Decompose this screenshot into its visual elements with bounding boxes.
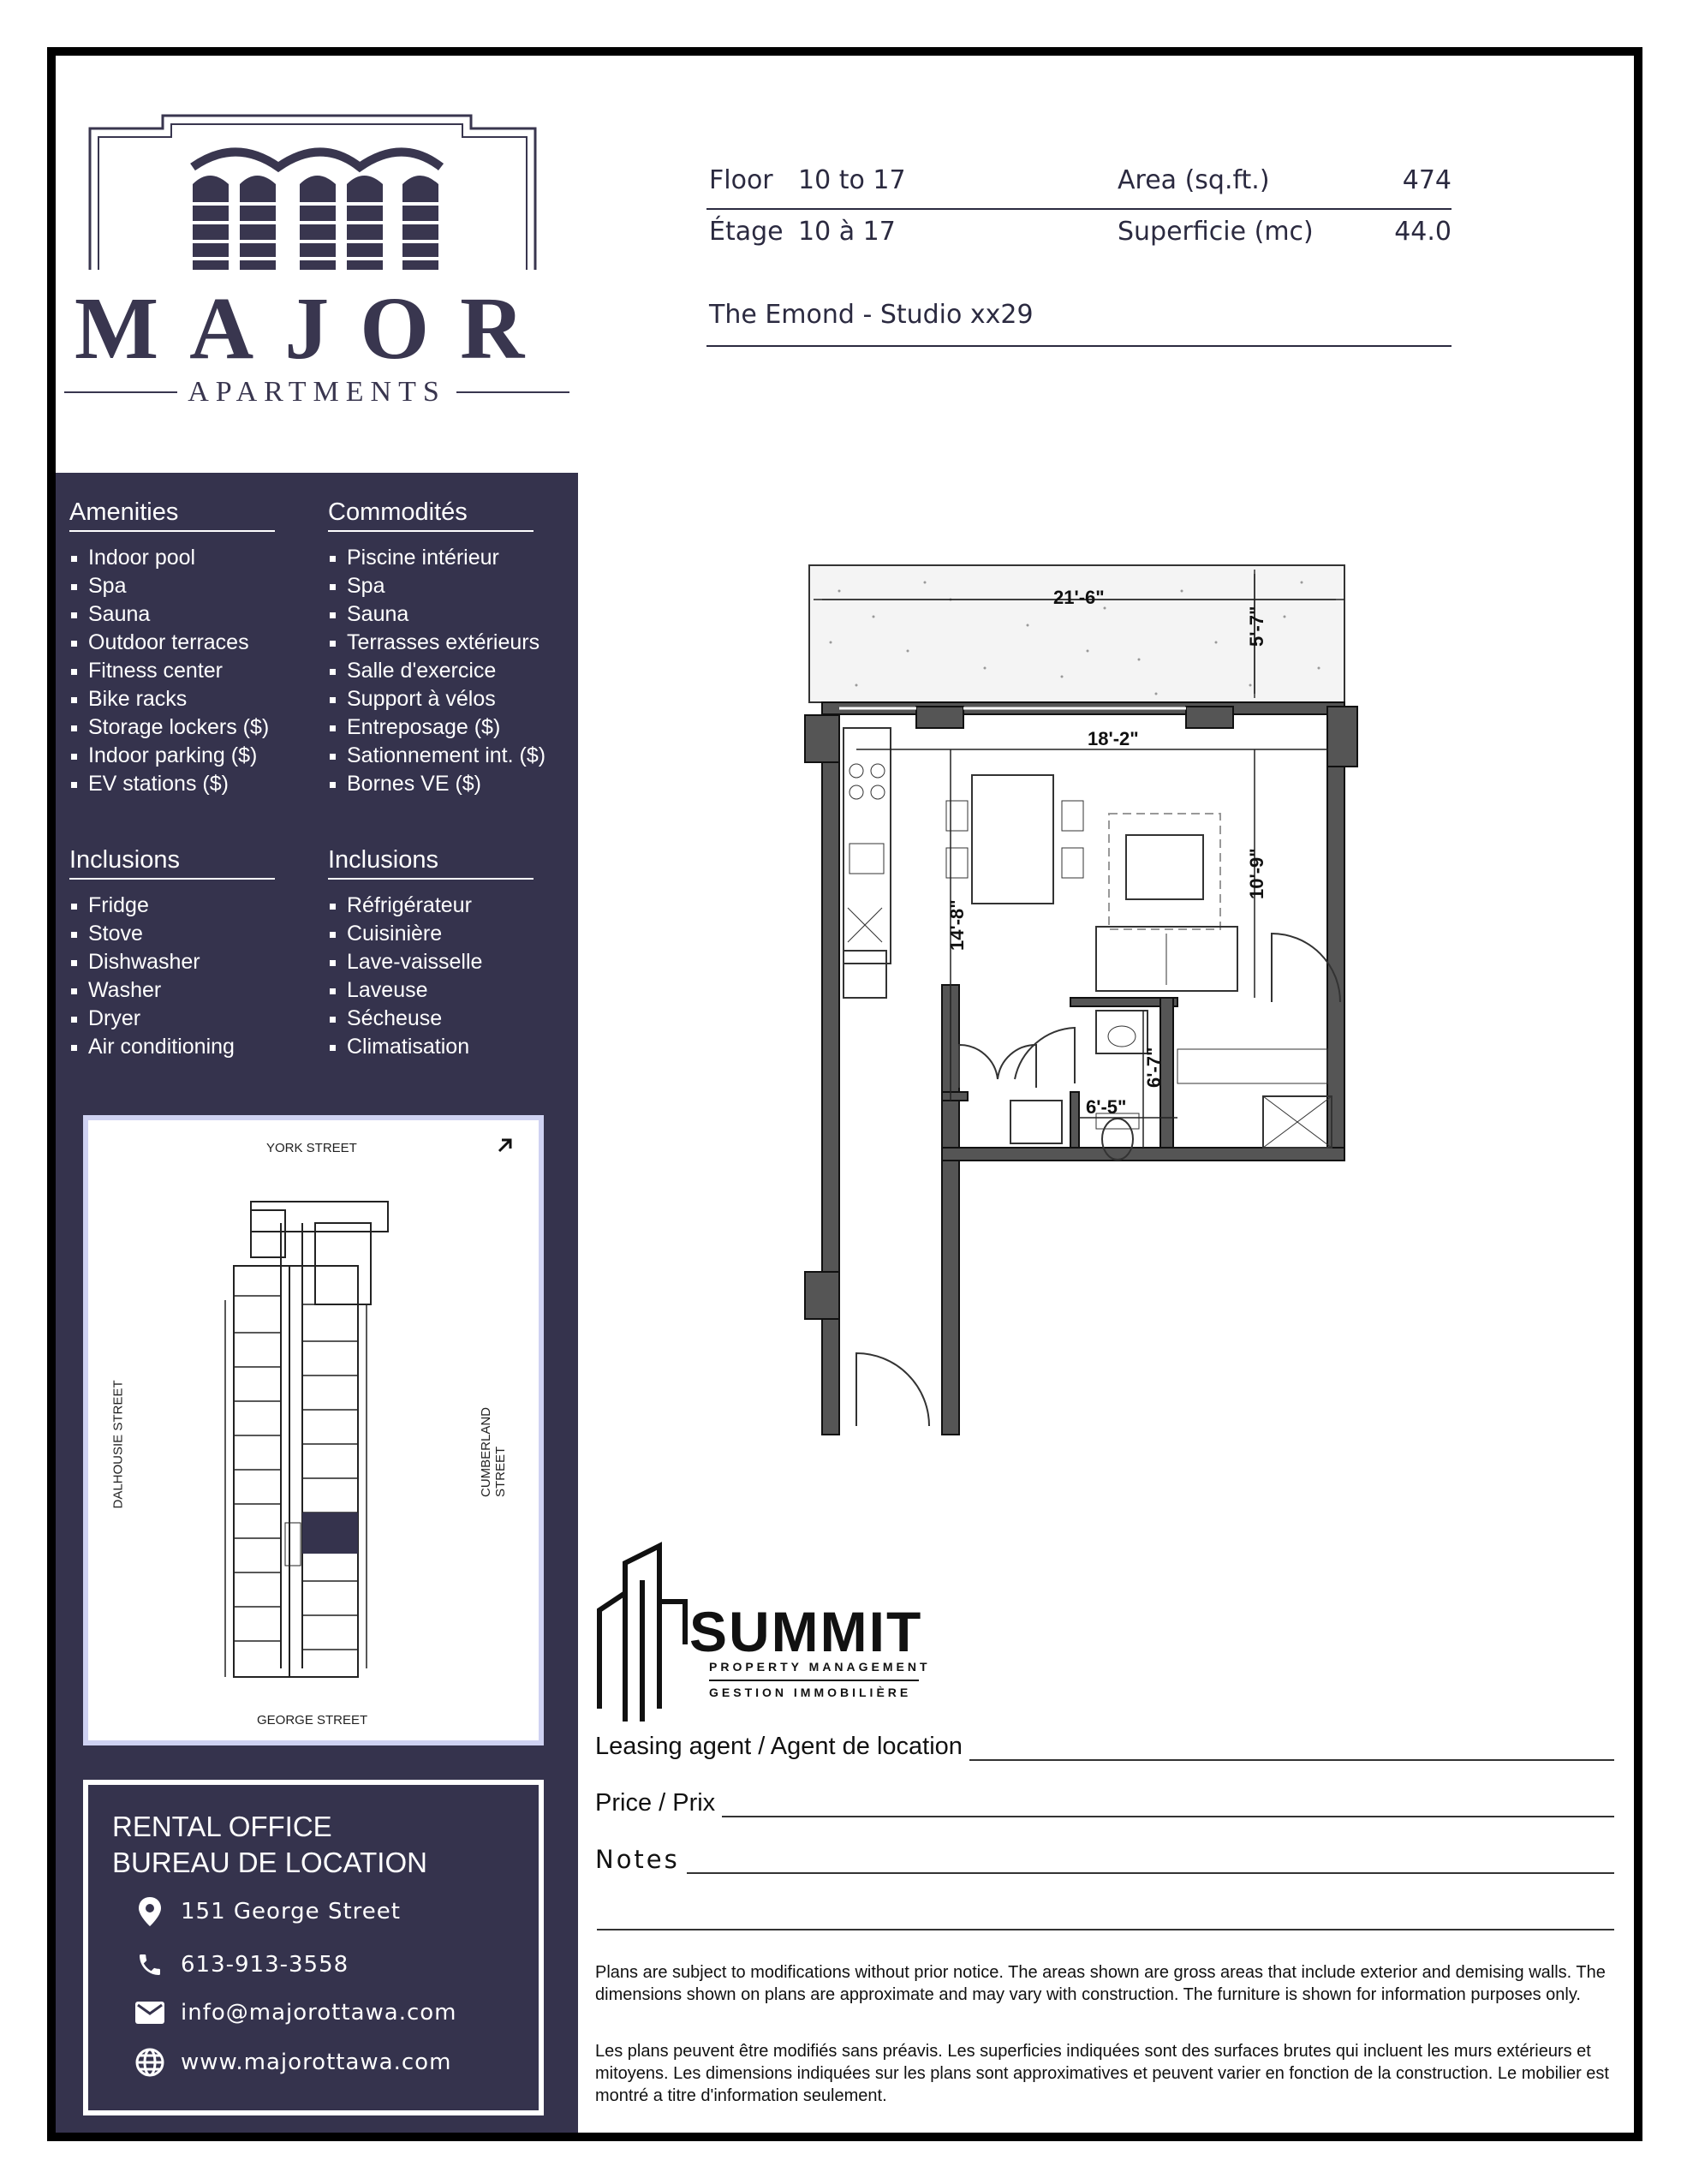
- inclusions-list: [69, 892, 275, 1061]
- dim-living-depth: 10'-9": [1246, 848, 1267, 899]
- rental-office-title: RENTAL OFFICE: [112, 1811, 332, 1842]
- major-logo: [64, 103, 569, 420]
- phone-icon: [133, 1948, 167, 1982]
- dim-living-width: 18'-2": [1088, 728, 1139, 749]
- commodites-title: Commodités: [328, 498, 534, 532]
- list-item: Entreposage ($): [328, 713, 534, 742]
- disclaimer-en: Plans are subject to modifications without prior notice. The areas shown are gross areas that include exterior and demising walls. The dimensions shown on plans are approximate and may vary with construction. The furniture is shown for information purposes only.: [595, 1963, 1606, 2004]
- dim-bath-depth: 6'-7": [1143, 1047, 1165, 1088]
- price-label: Price / Prix: [595, 1789, 722, 1817]
- location-pin-icon: [133, 1895, 167, 1929]
- leasing-agent-field[interactable]: [595, 1730, 1614, 1764]
- amenities-title: Amenities: [69, 498, 275, 532]
- management-line2: GESTION IMMOBILIÈRE: [709, 1686, 912, 1699]
- floor-plan: [771, 557, 1387, 1456]
- list-item: Indoor parking ($): [69, 742, 275, 770]
- price-field[interactable]: [595, 1787, 1614, 1821]
- list-item: Terrasses extérieurs: [328, 629, 534, 657]
- list-item: Cuisinière: [328, 920, 534, 948]
- list-item: Storage lockers ($): [69, 713, 275, 742]
- email[interactable]: info@majorottawa.com: [181, 2000, 457, 2026]
- list-item: Stove: [69, 920, 275, 948]
- list-item: Lave-vaisselle: [328, 948, 534, 976]
- globe-icon: [133, 2045, 167, 2080]
- dim-balcony-depth: 5'-7": [1246, 606, 1267, 647]
- rental-office-title-fr: BUREAU DE LOCATION: [112, 1847, 427, 1878]
- etage-value: 10 à 17: [798, 217, 896, 247]
- list-item: Fridge: [69, 892, 275, 920]
- management-name: SUMMIT: [689, 1600, 923, 1663]
- inclusions-title: Inclusions: [69, 846, 275, 880]
- brand-subtitle: APARTMENTS: [188, 376, 446, 408]
- list-item: Salle d'exercice: [328, 657, 534, 685]
- list-item: Outdoor terraces: [69, 629, 275, 657]
- inclusions-fr-list: [328, 892, 534, 1061]
- list-item: Spa: [69, 572, 275, 600]
- street-east: CUMBERLAND STREET: [479, 1406, 508, 1497]
- brand-name: MAJOR: [75, 279, 556, 378]
- list-item: Indoor pool: [69, 544, 275, 572]
- list-item: Dishwasher: [69, 948, 275, 976]
- phone-row: [133, 1948, 349, 1982]
- phone[interactable]: 613-913-3558: [181, 1952, 349, 1978]
- list-item: Laveuse: [328, 976, 534, 1005]
- disclaimer-fr: Les plans peuvent être modifiés sans préavis. Les superficies indiquées sont des surfaces brutes qui incluent les murs extérieurs et mitoyens. Les dimensions indiquées sur les plans sont approximatives et peuvent varier en fonction de la construction. Le mobilier est montré a titre d'information seulement.: [595, 2042, 1609, 2105]
- street-north: YORK STREET: [266, 1141, 357, 1155]
- inclusions-fr-title: Inclusions: [328, 846, 534, 880]
- website-row: [133, 2045, 451, 2080]
- building-icon: [64, 103, 569, 283]
- area-label: Area (sq.ft.): [1118, 165, 1270, 195]
- etage-row: [706, 210, 1452, 261]
- management-line1: PROPERTY MANAGEMENT: [709, 1660, 931, 1674]
- site-map: [83, 1115, 544, 1745]
- dim-bath-width: 6'-5": [1086, 1096, 1127, 1118]
- website[interactable]: www.majorottawa.com: [181, 2050, 452, 2075]
- north-arrow-icon: [499, 1140, 510, 1151]
- inclusions-en: [69, 846, 275, 1061]
- list-item: Sauna: [328, 600, 534, 629]
- street-west: DALHOUSIE STREET: [110, 1380, 126, 1509]
- superficie-label: Superficie (mc): [1118, 217, 1314, 247]
- list-item: Sauna: [69, 600, 275, 629]
- notes-extra-line[interactable]: [597, 1929, 1614, 1930]
- list-item: Dryer: [69, 1005, 275, 1033]
- floor-label: Floor: [709, 165, 773, 195]
- list-item: Sationnement int. ($): [328, 742, 534, 770]
- list-item: Spa: [328, 572, 534, 600]
- amenities-en: [69, 498, 275, 798]
- inclusions-fr: [328, 846, 534, 1061]
- list-item: Support à vélos: [328, 685, 534, 713]
- email-icon: [133, 1996, 167, 2030]
- area-value: 474: [1402, 165, 1452, 195]
- list-item: Sécheuse: [328, 1005, 534, 1033]
- notes-field[interactable]: [595, 1843, 1614, 1877]
- highlighted-unit: [302, 1513, 358, 1554]
- amenities-list: [69, 544, 275, 798]
- floor-value: 10 to 17: [798, 165, 906, 195]
- address-row: [133, 1895, 401, 1929]
- dim-kitchen-length: 14'-8": [946, 899, 968, 951]
- email-row: [133, 1996, 457, 2030]
- building-site-plan: [88, 1120, 539, 1740]
- floor-row: [706, 158, 1452, 210]
- list-item: EV stations ($): [69, 770, 275, 798]
- list-item: Air conditioning: [69, 1033, 275, 1061]
- list-item: Washer: [69, 976, 275, 1005]
- list-item: Bornes VE ($): [328, 770, 534, 798]
- dim-balcony-width: 21'-6": [1053, 587, 1105, 608]
- leasing-agent-label: Leasing agent / Agent de location: [595, 1733, 969, 1761]
- list-item: Réfrigérateur: [328, 892, 534, 920]
- rental-office-box: [83, 1780, 544, 2115]
- notes-label: Notes: [595, 1845, 687, 1874]
- street-south: GEORGE STREET: [257, 1713, 368, 1728]
- unit-info: [706, 158, 1452, 330]
- list-item: Fitness center: [69, 657, 275, 685]
- etage-label: Étage: [709, 217, 784, 247]
- unit-title: The Emond - Studio xx29: [709, 300, 1034, 330]
- amenities-fr: [328, 498, 546, 798]
- address: 151 George Street: [181, 1899, 401, 1924]
- list-item: Piscine intérieur: [328, 544, 534, 572]
- superficie-value: 44.0: [1394, 217, 1452, 247]
- commodites-list: [328, 544, 546, 798]
- list-item: Climatisation: [328, 1033, 534, 1061]
- list-item: Bike racks: [69, 685, 275, 713]
